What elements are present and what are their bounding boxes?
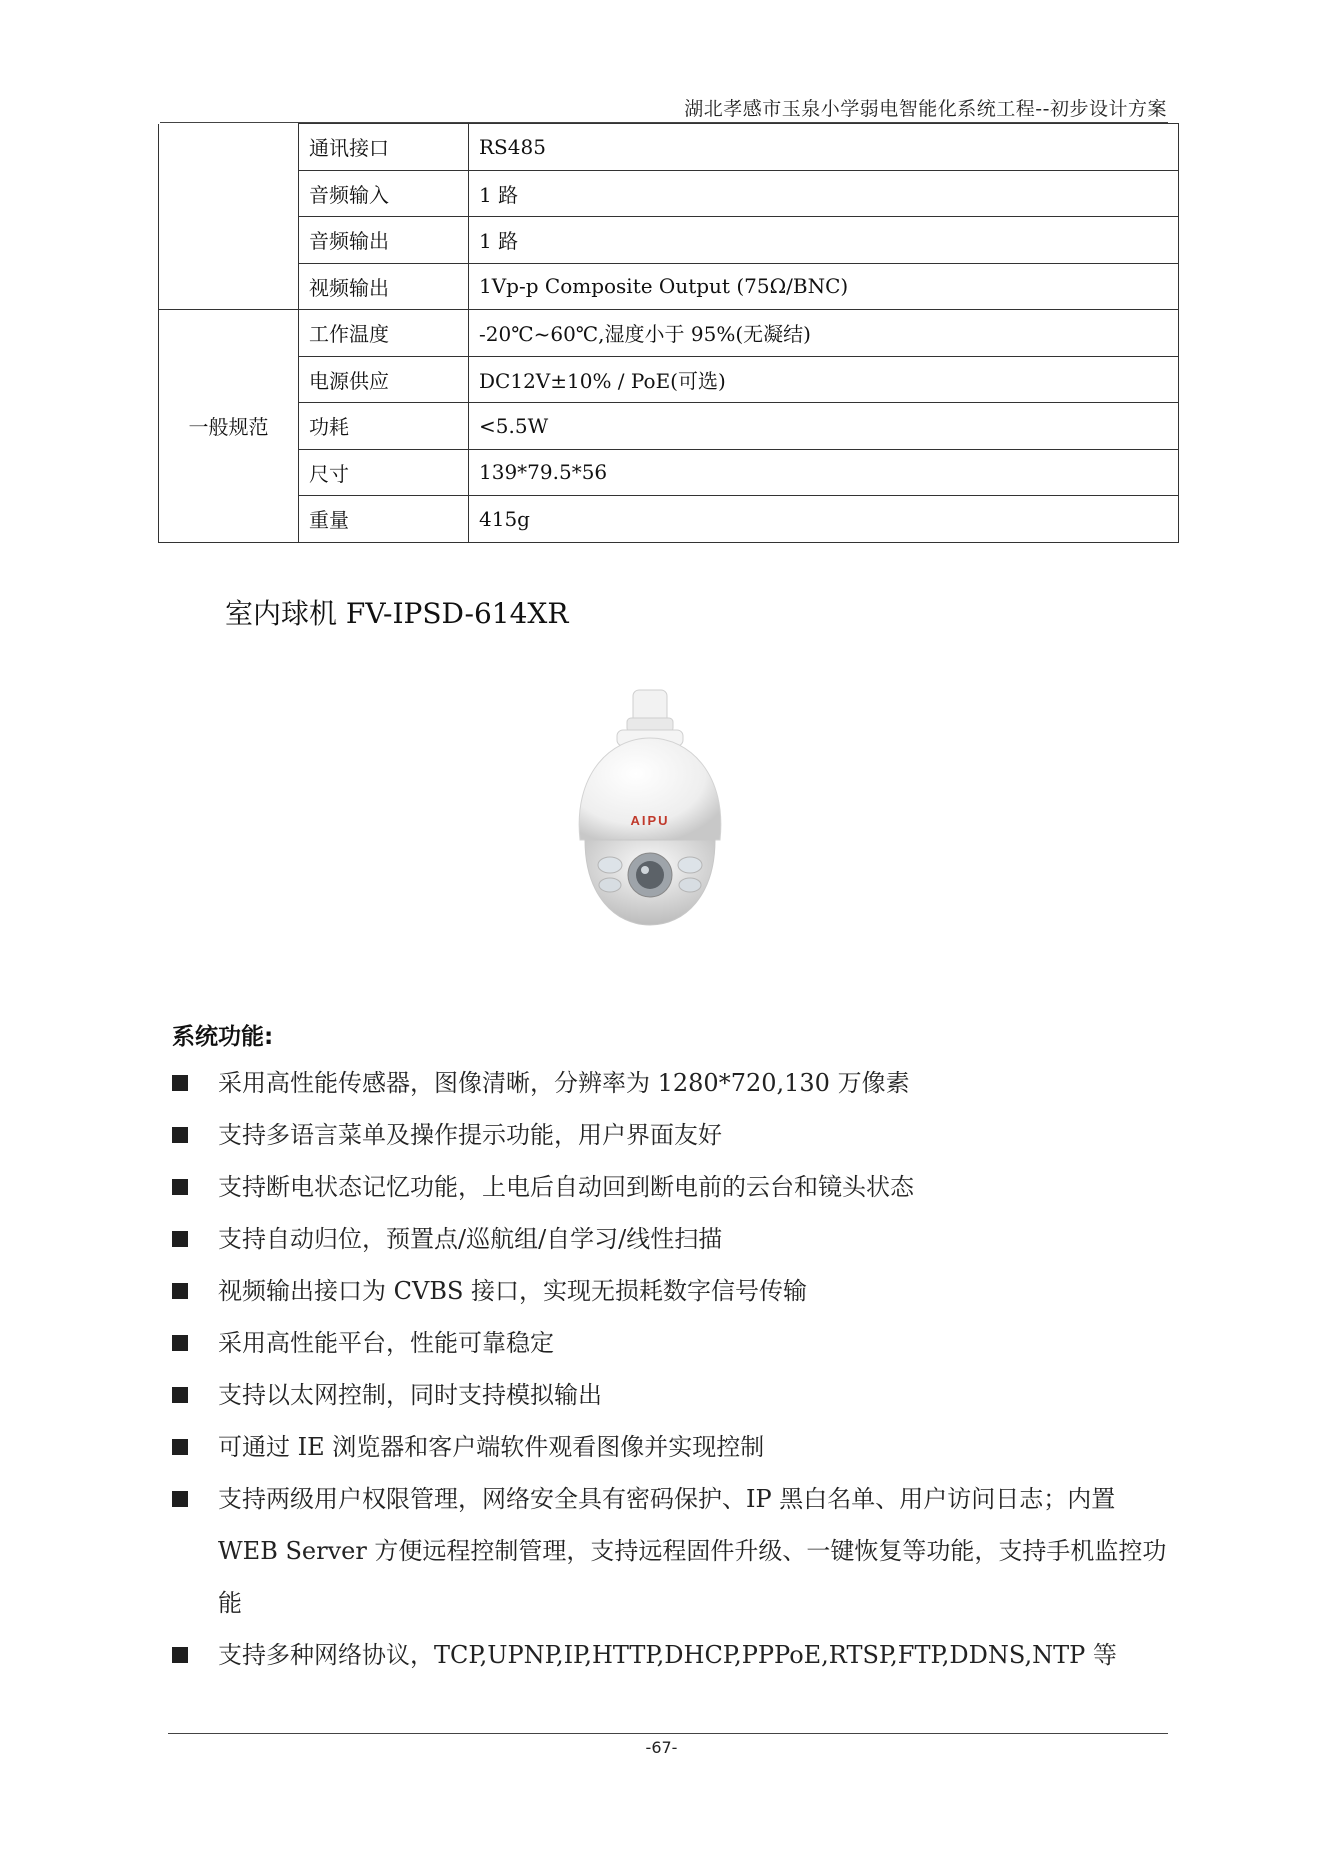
- spec-value-cell: 1Vp-p Composite Output (75Ω/BNC): [469, 263, 1179, 310]
- table-row: [159, 496, 1179, 543]
- feature-text: 可通过 IE 浏览器和客户端软件观看图像并实现控制: [218, 1433, 765, 1461]
- spec-name-cell: 通讯接口: [299, 124, 469, 171]
- table-row: [159, 449, 1179, 496]
- table-row: [159, 217, 1179, 264]
- spec-group-cell: 一般规范: [159, 310, 299, 543]
- features-heading: 系统功能:: [172, 1024, 274, 1050]
- spec-name-cell: 音频输入: [299, 170, 469, 217]
- list-item: [170, 1369, 1175, 1421]
- feature-text: 视频输出接口为 CVBS 接口，实现无损耗数字信号传输: [218, 1277, 808, 1305]
- spec-value-cell: 1 路: [469, 170, 1179, 217]
- square-bullet-icon: [172, 1283, 188, 1299]
- list-item: [170, 1161, 1175, 1213]
- square-bullet-icon: [172, 1231, 188, 1247]
- feature-text: 支持多种网络协议，TCP,UPNP,IP,HTTP,DHCP,PPPoE,RTSP,FTP,DDNS,NTP 等: [218, 1641, 1117, 1669]
- list-item: [170, 1421, 1175, 1473]
- square-bullet-icon: [172, 1491, 188, 1507]
- spec-value-cell: <5.5W: [469, 403, 1179, 450]
- spec-name-cell: 重量: [299, 496, 469, 543]
- square-bullet-icon: [172, 1179, 188, 1195]
- square-bullet-icon: [172, 1127, 188, 1143]
- page-number: -67-: [645, 1738, 678, 1757]
- spec-value-cell: -20℃~60℃,湿度小于 95%(无凝结): [469, 310, 1179, 357]
- dome-camera-icon: [555, 680, 745, 950]
- spec-value-cell: RS485: [469, 124, 1179, 171]
- table-row: [159, 263, 1179, 310]
- feature-text: 支持两级用户权限管理，网络安全具有密码保护、IP 黑白名单、用户访问日志；内置 WEB Server 方便远程控制管理，支持远程固件升级、一键恢复等功能，支持手机监控功能: [218, 1485, 1167, 1617]
- spec-name-cell: 视频输出: [299, 263, 469, 310]
- square-bullet-icon: [172, 1439, 188, 1455]
- spec-name-cell: 尺寸: [299, 449, 469, 496]
- table-row: [159, 124, 1179, 171]
- spec-value-cell: 1 路: [469, 217, 1179, 264]
- footer-divider: [168, 1733, 1168, 1734]
- square-bullet-icon: [172, 1075, 188, 1091]
- spec-value-cell: DC12V±10% / PoE(可选): [469, 356, 1179, 403]
- feature-text: 支持多语言菜单及操作提示功能，用户界面友好: [218, 1121, 722, 1149]
- list-item: [170, 1629, 1175, 1681]
- list-item: [170, 1265, 1175, 1317]
- spec-table: [158, 123, 1179, 543]
- list-item: [170, 1109, 1175, 1161]
- list-item: [170, 1057, 1175, 1109]
- product-title: 室内球机 FV-IPSD-614XR: [225, 597, 569, 630]
- feature-text: 支持自动归位，预置点/巡航组/自学习/线性扫描: [218, 1225, 723, 1253]
- spec-name-cell: 工作温度: [299, 310, 469, 357]
- list-item: [170, 1213, 1175, 1265]
- spec-group-cell: [159, 124, 299, 310]
- spec-value-cell: 139*79.5*56: [469, 449, 1179, 496]
- spec-name-cell: 功耗: [299, 403, 469, 450]
- feature-text: 支持以太网控制，同时支持模拟输出: [218, 1381, 602, 1409]
- table-row: [159, 170, 1179, 217]
- spec-value-cell: 415g: [469, 496, 1179, 543]
- feature-text: 采用高性能平台，性能可靠稳定: [218, 1329, 554, 1357]
- table-row: [159, 310, 1179, 357]
- feature-text: 采用高性能传感器，图像清晰，分辨率为 1280*720,130 万像素: [218, 1069, 910, 1097]
- spec-name-cell: 音频输出: [299, 217, 469, 264]
- table-row: [159, 356, 1179, 403]
- feature-text: 支持断电状态记忆功能，上电后自动回到断电前的云台和镜头状态: [218, 1173, 914, 1201]
- table-row: [159, 403, 1179, 450]
- square-bullet-icon: [172, 1335, 188, 1351]
- square-bullet-icon: [172, 1387, 188, 1403]
- feature-list: [170, 1057, 1175, 1681]
- document-header-title: 湖北孝感市玉泉小学弱电智能化系统工程--初步设计方案: [684, 98, 1167, 120]
- square-bullet-icon: [172, 1647, 188, 1663]
- camera-brand-label: AIPU: [630, 813, 670, 828]
- list-item: [170, 1317, 1175, 1369]
- list-item: [170, 1473, 1175, 1629]
- spec-name-cell: 电源供应: [299, 356, 469, 403]
